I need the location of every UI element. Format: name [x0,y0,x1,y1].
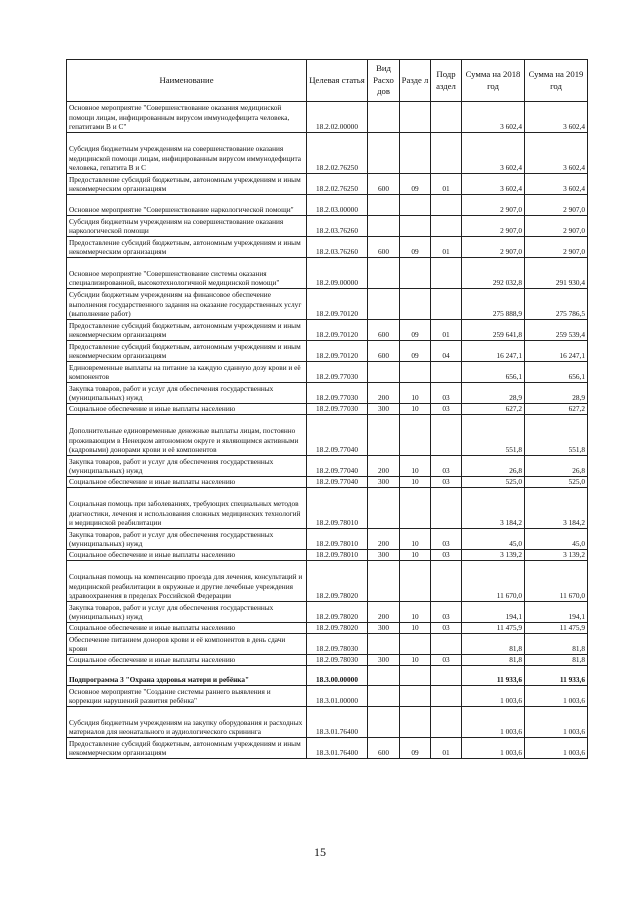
row-expense-type [368,707,400,738]
row-subsection [431,133,462,174]
row-section [400,415,431,456]
row-sum-2019: 11 475,9 [525,623,588,634]
row-expense-type [368,195,400,216]
row-sum-2019: 3 602,4 [525,174,588,195]
table-row [67,738,588,759]
row-expense-type: 200 [368,383,400,404]
row-name: Основное мероприятие "Совершенствование системы оказания специализированной, высокотехнологичной медицинской помощи" [67,258,307,289]
table-row [67,707,588,738]
row-section: 09 [400,320,431,341]
row-name: Социальное обеспечение и иные выплаты населению [67,655,307,666]
row-sum-2019: 11 933,6 [525,666,588,686]
row-name: Закупка товаров, работ и услуг для обеспечения государственных (муниципальных) нужд [67,456,307,477]
row-name: Подпрограмма 3 "Охрана здоровья матери и ребёнка" [67,666,307,686]
row-subsection [431,216,462,237]
row-sum-2019: 656,1 [525,362,588,383]
row-sum-2019: 1 003,6 [525,707,588,738]
row-sum-2018: 3 184,2 [462,488,525,529]
row-expense-type: 600 [368,738,400,759]
row-sum-2018: 11 933,6 [462,666,525,686]
row-target-article: 18.2.09.77040 [307,477,368,488]
row-sum-2019: 3 602,4 [525,102,588,133]
row-sum-2018: 2 907,0 [462,195,525,216]
row-name: Предоставление субсидий бюджетным, автономным учреждениям и иным некоммерческим организациям [67,174,307,195]
row-sum-2018: 2 907,0 [462,216,525,237]
row-sum-2018: 627,2 [462,404,525,415]
row-target-article: 18.2.09.78010 [307,550,368,561]
row-subsection: 03 [431,655,462,666]
row-name: Субсидия бюджетным учреждениям на закупку оборудования и расходных материалов для неонатального и аудиологического скрининга [67,707,307,738]
table-row [67,237,588,258]
row-sum-2018: 81,8 [462,634,525,655]
row-expense-type: 200 [368,456,400,477]
row-sum-2018: 16 247,1 [462,341,525,362]
row-subsection [431,362,462,383]
row-expense-type [368,289,400,320]
row-sum-2018: 194,1 [462,602,525,623]
row-sum-2018: 3 602,4 [462,133,525,174]
row-section [400,362,431,383]
row-subsection: 01 [431,237,462,258]
row-sum-2018: 525,0 [462,477,525,488]
row-section: 09 [400,237,431,258]
row-target-article: 18.2.03.76260 [307,237,368,258]
row-expense-type: 300 [368,404,400,415]
row-target-article: 18.3.01.76400 [307,738,368,759]
header-target-article: Целевая статья [307,60,368,102]
table-row [67,686,588,707]
row-name: Социальное обеспечение и иные выплаты населению [67,404,307,415]
table-row [67,320,588,341]
row-target-article: 18.2.09.78030 [307,634,368,655]
row-sum-2018: 1 003,6 [462,738,525,759]
table-row [67,174,588,195]
row-section [400,707,431,738]
row-expense-type [368,258,400,289]
row-expense-type [368,634,400,655]
row-sum-2019: 194,1 [525,602,588,623]
row-section: 10 [400,404,431,415]
budget-table [66,59,588,759]
table-row [67,602,588,623]
row-expense-type [368,102,400,133]
row-expense-type [368,488,400,529]
row-name: Предоставление субсидий бюджетным, автономным учреждениям и иным некоммерческим организациям [67,341,307,362]
row-sum-2019: 2 907,0 [525,237,588,258]
row-subsection [431,707,462,738]
row-expense-type: 200 [368,602,400,623]
row-sum-2018: 1 003,6 [462,686,525,707]
row-section: 10 [400,550,431,561]
row-sum-2018: 81,8 [462,655,525,666]
row-sum-2019: 2 907,0 [525,195,588,216]
row-sum-2018: 11 670,0 [462,561,525,602]
row-target-article: 18.2.09.00000 [307,258,368,289]
row-sum-2019: 28,9 [525,383,588,404]
row-expense-type [368,415,400,456]
row-name: Социальное обеспечение и иные выплаты населению [67,550,307,561]
row-subsection: 01 [431,738,462,759]
row-sum-2018: 11 475,9 [462,623,525,634]
row-section: 10 [400,623,431,634]
row-sum-2019: 26,8 [525,456,588,477]
row-name: Социальная помощь на компенсацию проезда для лечения, консультаций и медицинской реабилитации в окружные и другие лечебные учреждения здравоохранения в пределах Российской Федерации [67,561,307,602]
row-subsection [431,666,462,686]
row-target-article: 18.3.01.00000 [307,686,368,707]
row-section [400,686,431,707]
row-name: Закупка товаров, работ и услуг для обеспечения государственных (муниципальных) нужд [67,383,307,404]
budget-table-sheet [66,59,587,759]
row-sum-2019: 525,0 [525,477,588,488]
row-target-article: 18.2.09.70120 [307,341,368,362]
row-expense-type [368,686,400,707]
row-sum-2018: 45,0 [462,529,525,550]
table-row [67,289,588,320]
table-header-row [67,60,588,102]
table-row [67,634,588,655]
row-target-article: 18.2.09.78030 [307,655,368,666]
table-row [67,561,588,602]
row-name: Закупка товаров, работ и услуг для обеспечения государственных (муниципальных) нужд [67,529,307,550]
header-sum-2018: Сумма на 2018 год [462,60,525,102]
row-target-article: 18.2.09.78010 [307,529,368,550]
row-target-article: 18.2.09.78010 [307,488,368,529]
row-sum-2018: 2 907,0 [462,237,525,258]
row-subsection: 04 [431,341,462,362]
table-row [67,477,588,488]
row-expense-type: 300 [368,550,400,561]
table-row [67,488,588,529]
row-sum-2018: 259 641,8 [462,320,525,341]
row-name: Предоставление субсидий бюджетным, автономным учреждениям и иным некоммерческим организациям [67,237,307,258]
row-subsection [431,561,462,602]
row-subsection: 03 [431,477,462,488]
row-section [400,634,431,655]
row-section [400,561,431,602]
table-row [67,655,588,666]
table-row [67,133,588,174]
row-target-article: 18.2.03.00000 [307,195,368,216]
row-section: 10 [400,383,431,404]
row-subsection: 01 [431,174,462,195]
row-name: Субсидия бюджетным учреждениям на совершенствование оказания наркологической помощи [67,216,307,237]
row-name: Субсидии бюджетным учреждениям на финансовое обеспечение выполнения государственного задания на оказание государственных услуг (выполнение работ) [67,289,307,320]
row-sum-2018: 1 003,6 [462,707,525,738]
row-target-article: 18.2.09.78020 [307,623,368,634]
row-target-article: 18.2.09.70120 [307,289,368,320]
row-subsection [431,686,462,707]
row-target-article: 18.2.09.77030 [307,404,368,415]
row-target-article: 18.2.09.77030 [307,383,368,404]
row-expense-type [368,133,400,174]
row-sum-2019: 627,2 [525,404,588,415]
row-subsection: 03 [431,602,462,623]
row-sum-2018: 3 602,4 [462,102,525,133]
row-name: Единовременные выплаты на питание за каждую сданную дозу крови и её компонентов [67,362,307,383]
row-name: Предоставление субсидий бюджетным, автономным учреждениям и иным некоммерческим организациям [67,320,307,341]
row-expense-type: 600 [368,237,400,258]
row-subsection: 01 [431,320,462,341]
row-section: 10 [400,477,431,488]
table-row [67,258,588,289]
row-subsection: 03 [431,529,462,550]
row-name: Социальное обеспечение и иные выплаты населению [67,623,307,634]
row-sum-2019: 16 247,1 [525,341,588,362]
table-row [67,456,588,477]
row-expense-type: 300 [368,477,400,488]
row-name: Субсидия бюджетным учреждениям на совершенствование оказания медицинской помощи лицам, инфицированным вирусом иммунодефицита человека, гепатита В и С [67,133,307,174]
row-sum-2018: 656,1 [462,362,525,383]
row-name: Социальная помощь при заболеваниях, требующих специальных методов диагностики, лечения и использования сложных медицинских технологий и медицинской реабилитации [67,488,307,529]
row-subsection: 03 [431,550,462,561]
table-row [67,102,588,133]
table-row [67,550,588,561]
row-target-article: 18.2.09.77040 [307,456,368,477]
row-expense-type: 600 [368,341,400,362]
row-subsection: 03 [431,456,462,477]
row-target-article: 18.2.02.76250 [307,133,368,174]
row-subsection [431,415,462,456]
row-expense-type [368,561,400,602]
row-sum-2019: 45,0 [525,529,588,550]
row-expense-type [368,666,400,686]
row-section [400,488,431,529]
row-sum-2018: 26,8 [462,456,525,477]
table-row [67,195,588,216]
header-name: Наименование [67,60,307,102]
row-subsection [431,488,462,529]
row-subsection [431,634,462,655]
row-section [400,289,431,320]
row-expense-type [368,216,400,237]
table-row [67,383,588,404]
row-name: Социальное обеспечение и иные выплаты населению [67,477,307,488]
row-section: 10 [400,655,431,666]
row-sum-2019: 291 930,4 [525,258,588,289]
row-name: Дополнительные единовременные денежные выплаты лицам, постоянно проживающим в Ненецком автономном округе и являющимся активными (кадровыми) донорами крови и её компонентов [67,415,307,456]
row-section [400,216,431,237]
table-row [67,341,588,362]
row-expense-type [368,362,400,383]
row-sum-2018: 551,8 [462,415,525,456]
table-row [67,404,588,415]
row-section: 10 [400,456,431,477]
row-sum-2018: 3 602,4 [462,174,525,195]
row-sum-2018: 292 032,8 [462,258,525,289]
row-sum-2019: 11 670,0 [525,561,588,602]
row-subsection [431,289,462,320]
header-sum-2019: Сумма на 2019 год [525,60,588,102]
row-target-article: 18.2.09.78020 [307,561,368,602]
row-expense-type: 600 [368,174,400,195]
row-subsection [431,258,462,289]
row-name: Предоставление субсидий бюджетным, автономным учреждениям и иным некоммерческим организациям [67,738,307,759]
row-target-article: 18.2.09.77030 [307,362,368,383]
table-row [67,529,588,550]
row-sum-2019: 2 907,0 [525,216,588,237]
row-name: Основное мероприятие "Совершенствование оказания медицинской помощи лицам, инфицированным вирусом иммунодефицита человека, гепатитами В и С" [67,102,307,133]
row-subsection [431,102,462,133]
row-section: 10 [400,529,431,550]
row-target-article: 18.2.09.77040 [307,415,368,456]
row-target-article: 18.3.01.76400 [307,707,368,738]
table-row [67,415,588,456]
row-sum-2018: 3 139,2 [462,550,525,561]
row-sum-2019: 81,8 [525,634,588,655]
row-target-article: 18.2.02.76250 [307,174,368,195]
row-sum-2019: 81,8 [525,655,588,666]
row-section: 09 [400,738,431,759]
row-name: Основное мероприятие "Создание системы раннего выявления и коррекции нарушений развития ребёнка" [67,686,307,707]
row-sum-2019: 259 539,4 [525,320,588,341]
row-expense-type: 300 [368,655,400,666]
row-section [400,195,431,216]
row-name: Обеспечение питанием доноров крови и её компонентов в день сдачи крови [67,634,307,655]
row-section [400,258,431,289]
row-subsection: 03 [431,404,462,415]
table-row [67,216,588,237]
row-sum-2019: 1 003,6 [525,686,588,707]
row-section [400,133,431,174]
page-number: 15 [314,845,326,859]
row-name: Закупка товаров, работ и услуг для обеспечения государственных (муниципальных) нужд [67,602,307,623]
row-sum-2019: 1 003,6 [525,738,588,759]
row-sum-2019: 275 786,5 [525,289,588,320]
row-expense-type: 200 [368,529,400,550]
table-row [67,623,588,634]
table-row [67,666,588,686]
row-section: 09 [400,341,431,362]
header-subsection: Подр аздел [431,60,462,102]
row-section [400,102,431,133]
table-row [67,362,588,383]
row-name: Основное мероприятие "Совершенствование наркологической помощи" [67,195,307,216]
row-section: 09 [400,174,431,195]
row-sum-2019: 3 602,4 [525,133,588,174]
row-target-article: 18.2.09.70120 [307,320,368,341]
row-target-article: 18.3.00.00000 [307,666,368,686]
row-sum-2018: 275 888,9 [462,289,525,320]
row-target-article: 18.2.09.78020 [307,602,368,623]
row-subsection: 03 [431,623,462,634]
row-sum-2018: 28,9 [462,383,525,404]
row-expense-type: 300 [368,623,400,634]
row-sum-2019: 3 184,2 [525,488,588,529]
row-sum-2019: 3 139,2 [525,550,588,561]
header-expense-type: Вид Расхо дов [368,60,400,102]
row-subsection [431,195,462,216]
header-section: Разде л [400,60,431,102]
row-subsection: 03 [431,383,462,404]
row-expense-type: 600 [368,320,400,341]
row-sum-2019: 551,8 [525,415,588,456]
row-section: 10 [400,602,431,623]
row-target-article: 18.2.02.00000 [307,102,368,133]
row-target-article: 18.2.03.76260 [307,216,368,237]
row-section [400,666,431,686]
